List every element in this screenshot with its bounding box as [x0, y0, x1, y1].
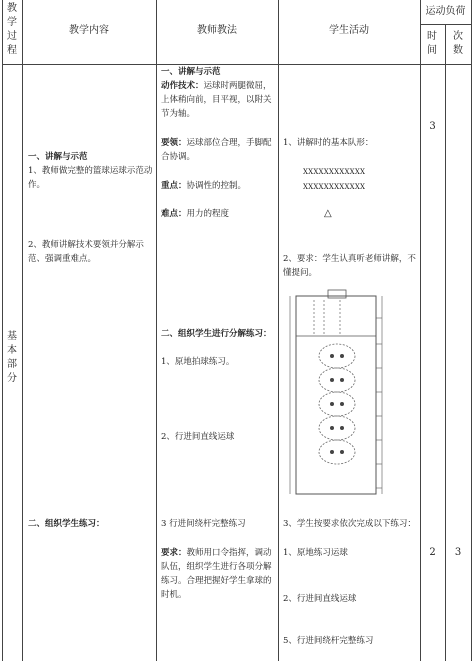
header-time: 时间 [427, 31, 437, 56]
load-time-2: 2 [429, 547, 436, 558]
difficulty-label: 难点： [161, 209, 187, 219]
student-line: 3、学生按要求依次完成以下练习： [283, 519, 416, 529]
teacher-line: 队伍，组织学生进行各项分解 [161, 562, 272, 572]
content-heading-1: 一、讲解与示范 [28, 152, 88, 162]
grid-line [2, 0, 3, 661]
key-label: 要领： [161, 138, 187, 148]
teacher-line: 时机。 [161, 590, 187, 600]
teacher-req-line [161, 546, 272, 560]
student-line: 懂提问。 [283, 268, 318, 278]
header-stage: 教学过程 [7, 3, 17, 56]
grid-line [22, 0, 23, 661]
req-label: 要求： [161, 548, 187, 558]
header-content: 教学内容 [69, 25, 109, 36]
focus-text: 协调性的控制。 [186, 181, 247, 191]
teacher-focus-line [161, 179, 246, 193]
teacher-line: 上体稍向前，目平视，以附关 [161, 95, 272, 105]
content-line: 1、教师做完整的篮球运球示范动 [28, 166, 153, 176]
key-text: 运球部位合理，手脚配 [186, 138, 272, 148]
student-line: 2、要求：学生认真听老师讲解，不 [283, 254, 416, 264]
tech-label: 动作技术： [161, 81, 204, 91]
focus-label: 重点： [161, 181, 187, 191]
student-line: 1、原地练习运球 [283, 548, 348, 558]
teacher-heading-2: 二、组织学生进行分解练习： [161, 329, 272, 339]
student-line: 1、讲解时的基本队形： [283, 138, 374, 148]
difficulty-text: 用力的程度 [186, 209, 230, 219]
grid-line [278, 0, 279, 661]
teacher-practice: 1、原地拍球练习。 [161, 357, 235, 367]
tech-text: 运球时两腿微屈， [203, 81, 272, 91]
formation-row: XXXXXXXXXXXX [303, 168, 366, 176]
teacher-key-line [161, 136, 272, 150]
grid-line [420, 0, 421, 661]
stage-label: 基本部分 [7, 331, 17, 384]
grid-line [420, 24, 471, 25]
content-line: 2、教师讲解技术要领并分解示 [28, 240, 144, 250]
grid-line [445, 24, 446, 661]
req-text: 教师用口令指挥，调动 [186, 548, 272, 558]
formation-row: XXXXXXXXXXXX [303, 183, 366, 191]
grid-line [2, 64, 471, 65]
content-line: 范、强调重难点。 [28, 254, 97, 264]
content-line: 作。 [28, 180, 46, 190]
teacher-tech-line [161, 79, 272, 93]
header-student: 学生活动 [329, 25, 369, 36]
header-load: 运动负荷 [425, 6, 466, 17]
teacher-heading-1: 一、讲解与示范 [161, 67, 221, 77]
content-heading-2: 二、组织学生练习： [28, 519, 105, 529]
student-line: 5、行进间绕杆完整练习 [283, 636, 374, 646]
load-count-2: 3 [454, 547, 462, 558]
teacher-line: 练习。合理把握好学生拿球的 [161, 576, 272, 586]
teacher-difficulty-line [161, 207, 229, 221]
grid-line [156, 0, 157, 661]
header-teacher: 教师教法 [197, 25, 237, 36]
student-line: 2、行进间直线运球 [283, 594, 357, 604]
teacher-line: 合协调。 [161, 152, 196, 162]
teacher-position-icon: △ [324, 208, 332, 219]
header-count: 次数 [453, 31, 463, 56]
dribble-course-diagram [282, 288, 392, 498]
teacher-practice: 2、行进间直线运球 [161, 432, 235, 442]
teacher-practice: 3 行进间绕杆完整练习 [161, 519, 246, 529]
grid-line [471, 0, 472, 661]
load-time-1: 3 [429, 121, 436, 132]
teacher-line: 节为轴。 [161, 109, 196, 119]
